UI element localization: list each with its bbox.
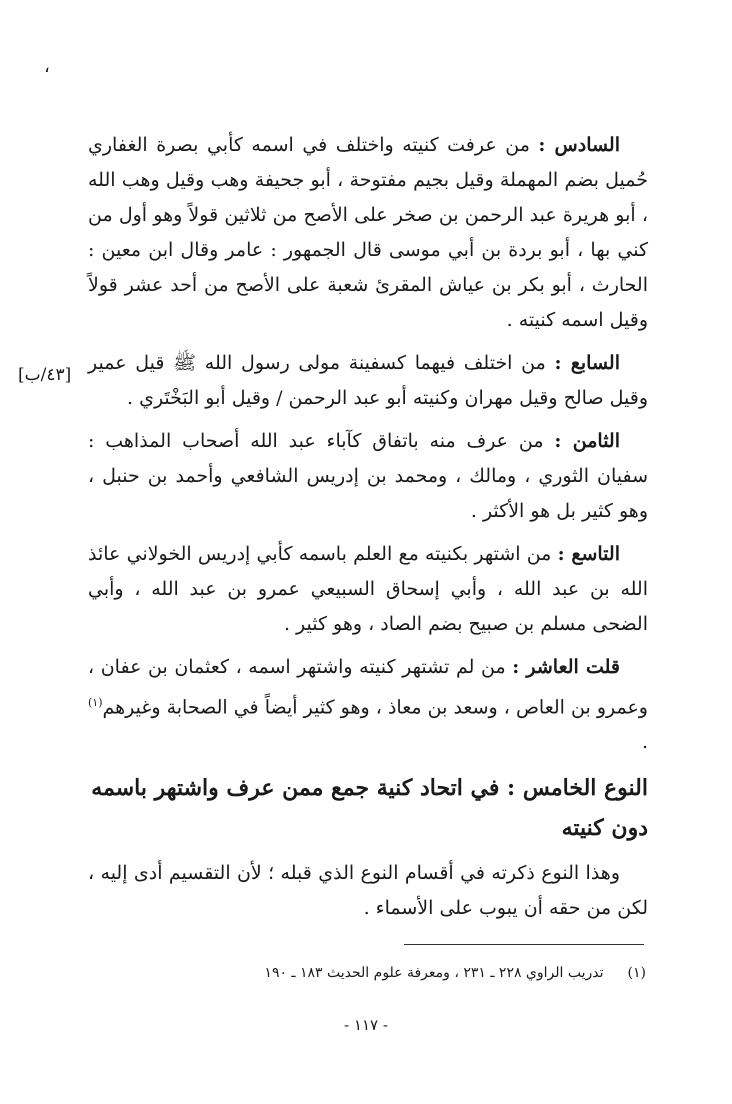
section-heading: النوع الخامس : في اتحاد كنية جمع ممن عرف واشتهر باسمه دون كنيته — [91, 775, 648, 841]
paragraph-sixth — [88, 128, 648, 338]
paragraph-lead: قلت العاشر : — [512, 656, 620, 678]
paragraph-lead: الثامن : — [554, 430, 621, 452]
footnote-number: (١) — [627, 965, 646, 981]
corner-mark: ، — [44, 56, 50, 77]
paragraph-text: من اشتهر بكنيته مع العلم باسمه كأبي إدريس الخولاني عائذ الله بن عبد الله ، وأبي إسحاق السبيعي عمرو بن عبد الله ، وأبي الضحى مسلم بن صبيح بضم الصاد ، وهو كثير . — [88, 543, 648, 635]
closing-paragraph: وهذا النوع ذكرته في أقسام النوع الذي قبله ؛ لأن التقسيم أدى إليه ، لكن من حقه أن يبوب على الأسماء . — [88, 862, 648, 919]
paragraph-eighth — [88, 424, 648, 529]
paragraph-tail: . — [641, 731, 648, 754]
main-text-block — [88, 128, 648, 760]
footnote — [88, 962, 646, 984]
paragraph-lead: السادس : — [538, 134, 621, 156]
paragraph-text: من لم تشتهر كنيته واشتهر اسمه ، كعثمان بن عفان ، وعمرو بن العاص ، وسعد بن معاذ ، وهو كثير أيضاً في الصحابة وغيرهم — [88, 656, 648, 719]
paragraph-tenth — [88, 650, 648, 760]
paragraph-ninth — [88, 537, 648, 642]
manuscript-folio-reference: [٤٣/ب] — [18, 365, 72, 385]
paragraph-lead: التاسع : — [557, 543, 620, 565]
paragraph-lead: السابع : — [554, 352, 620, 374]
footnote-divider — [404, 944, 644, 945]
paragraph-text: من عرفت كنيته واختلف في اسمه كأبي بصرة الغفاري حُميل بضم المهملة وقيل بجيم مفتوحة ، أبو جحيفة وهب وقيل وهب الله ، أبو هريرة عبد الرحمن بن صخر على الأصح من ثلاثين قولاً وهو أول من كني بها ، أبو بردة بن أبي موسى قال الجمهور : عامر وقال ابن معين : الحارث ، أبو بكر بن عياش المقرئ شعبة على الأصح من أحد عشر قولاً وقيل اسمه كنيته . — [88, 134, 648, 331]
page-number: - ١١٧ - — [344, 1016, 388, 1034]
footnote-text: تدريب الراوي ٢٢٨ ـ ٢٣١ ، ومعرفة علوم الحديث ١٨٣ ـ ١٩٠ — [264, 965, 604, 981]
paragraph-text: من عرف منه باتفاق كآباء عبد الله أصحاب المذاهب : سفيان الثوري ، ومالك ، ومحمد بن إدريس الشافعي وأحمد بن حنبل ، وهو كثير بل هو الأكثر . — [88, 430, 648, 522]
paragraph-text: من اختلف فيهما كسفينة مولى رسول الله ﷺ قيل عمير وقيل صالح وقيل مهران وكنيته أبو عبد الرحمن / وقيل أبو البَخْتَري . — [88, 352, 648, 409]
footnote-reference[interactable]: (١) — [88, 696, 103, 709]
closing-text-block — [88, 856, 648, 926]
paragraph-seventh — [88, 346, 648, 416]
